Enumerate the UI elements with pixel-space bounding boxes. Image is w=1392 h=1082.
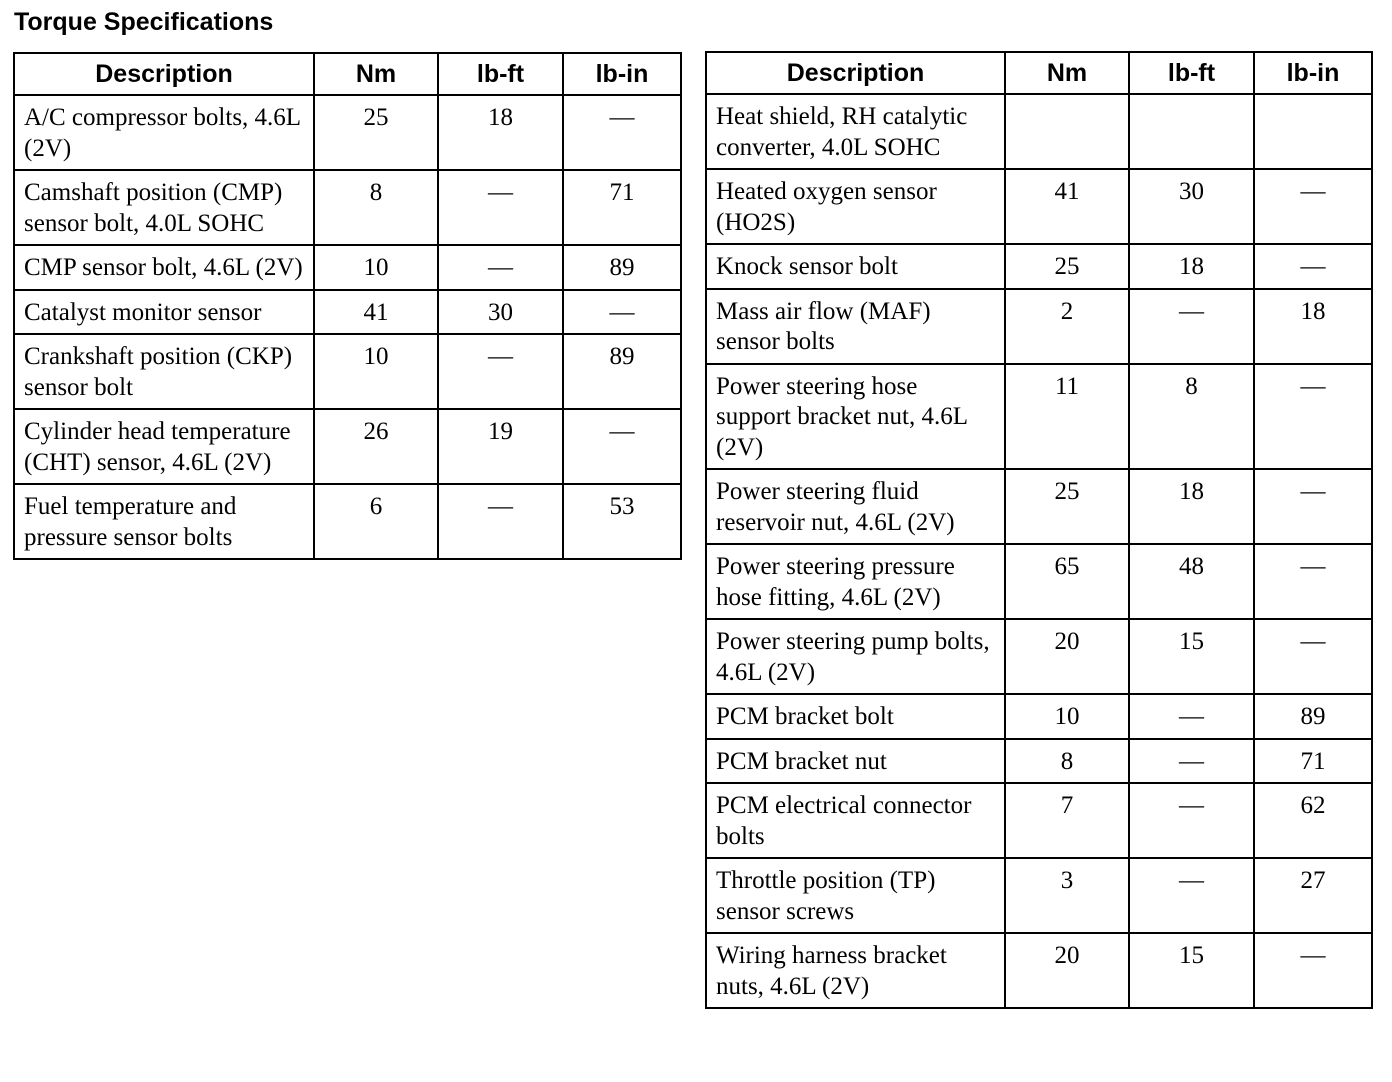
cell-lbin: — bbox=[1254, 619, 1372, 694]
cell-lbft: — bbox=[1129, 783, 1254, 858]
table-row bbox=[14, 484, 681, 559]
cell-nm: 65 bbox=[1005, 544, 1129, 619]
cell-lbft: 18 bbox=[438, 95, 563, 170]
cell-description: Catalyst monitor sensor bbox=[14, 290, 314, 335]
cell-lbin: 89 bbox=[1254, 694, 1372, 739]
cell-description: Mass air flow (MAF) sensor bolts bbox=[706, 289, 1005, 364]
cell-nm: 7 bbox=[1005, 783, 1129, 858]
cell-description: PCM bracket bolt bbox=[706, 694, 1005, 739]
cell-description: Heated oxygen sensor (HO2S) bbox=[706, 169, 1005, 244]
cell-description: Power steering hose support bracket nut, 4.6L (2V) bbox=[706, 364, 1005, 470]
column-header-nm: Nm bbox=[1005, 52, 1129, 94]
cell-nm: 6 bbox=[314, 484, 438, 559]
cell-lbft: 30 bbox=[1129, 169, 1254, 244]
cell-description: CMP sensor bolt, 4.6L (2V) bbox=[14, 245, 314, 290]
cell-lbin: — bbox=[1254, 469, 1372, 544]
table-header-row bbox=[706, 52, 1372, 94]
cell-description: PCM electrical connector bolts bbox=[706, 783, 1005, 858]
cell-lbft: — bbox=[1129, 739, 1254, 784]
cell-lbin: 18 bbox=[1254, 289, 1372, 364]
cell-nm: 8 bbox=[1005, 739, 1129, 784]
cell-description: Power steering fluid reservoir nut, 4.6L (2V) bbox=[706, 469, 1005, 544]
cell-lbft: — bbox=[1129, 289, 1254, 364]
table-row bbox=[706, 289, 1372, 364]
cell-description: Power steering pressure hose fitting, 4.6L (2V) bbox=[706, 544, 1005, 619]
torque-table-right bbox=[705, 51, 1373, 1009]
cell-description: A/C compressor bolts, 4.6L (2V) bbox=[14, 95, 314, 170]
cell-lbin: — bbox=[563, 95, 681, 170]
cell-lbin: — bbox=[1254, 364, 1372, 470]
cell-nm: 41 bbox=[314, 290, 438, 335]
cell-lbin: — bbox=[563, 290, 681, 335]
table-row bbox=[706, 169, 1372, 244]
cell-lbin: 89 bbox=[563, 245, 681, 290]
cell-description: Wiring harness bracket nuts, 4.6L (2V) bbox=[706, 933, 1005, 1008]
cell-description: Throttle position (TP) sensor screws bbox=[706, 858, 1005, 933]
cell-nm: 2 bbox=[1005, 289, 1129, 364]
column-header-lbin: lb-in bbox=[563, 53, 681, 95]
cell-lbft: 48 bbox=[1129, 544, 1254, 619]
column-header-lbft: lb-ft bbox=[438, 53, 563, 95]
cell-lbft: — bbox=[1129, 694, 1254, 739]
cell-lbft bbox=[1129, 94, 1254, 169]
column-header-description: Description bbox=[14, 53, 314, 95]
cell-nm: 20 bbox=[1005, 933, 1129, 1008]
cell-lbft: 15 bbox=[1129, 619, 1254, 694]
cell-description: Crankshaft position (CKP) sensor bolt bbox=[14, 334, 314, 409]
cell-description: Heat shield, RH catalytic converter, 4.0L SOHC bbox=[706, 94, 1005, 169]
cell-lbin: 53 bbox=[563, 484, 681, 559]
table-row bbox=[14, 95, 681, 170]
cell-lbin: 71 bbox=[563, 170, 681, 245]
cell-lbin: 89 bbox=[563, 334, 681, 409]
cell-nm: 41 bbox=[1005, 169, 1129, 244]
table-row bbox=[14, 290, 681, 335]
cell-lbin: — bbox=[1254, 544, 1372, 619]
cell-lbft: 18 bbox=[1129, 244, 1254, 289]
cell-lbin: 71 bbox=[1254, 739, 1372, 784]
cell-nm: 25 bbox=[1005, 469, 1129, 544]
column-header-lbft: lb-ft bbox=[1129, 52, 1254, 94]
cell-nm: 25 bbox=[314, 95, 438, 170]
cell-description: Fuel temperature and pressure sensor bolts bbox=[14, 484, 314, 559]
column-header-description: Description bbox=[706, 52, 1005, 94]
cell-description: Cylinder head temperature (CHT) sensor, 4.6L (2V) bbox=[14, 409, 314, 484]
table-row bbox=[706, 94, 1372, 169]
cell-lbft: 18 bbox=[1129, 469, 1254, 544]
column-header-nm: Nm bbox=[314, 53, 438, 95]
table-row bbox=[14, 334, 681, 409]
table-row bbox=[14, 245, 681, 290]
table-row bbox=[706, 858, 1372, 933]
cell-lbft: 15 bbox=[1129, 933, 1254, 1008]
cell-lbin: 27 bbox=[1254, 858, 1372, 933]
cell-nm: 10 bbox=[314, 334, 438, 409]
cell-description: Knock sensor bolt bbox=[706, 244, 1005, 289]
cell-nm: 25 bbox=[1005, 244, 1129, 289]
cell-lbft: — bbox=[438, 484, 563, 559]
cell-nm: 10 bbox=[314, 245, 438, 290]
cell-lbft: 8 bbox=[1129, 364, 1254, 470]
cell-lbft: — bbox=[438, 245, 563, 290]
table-header-row bbox=[14, 53, 681, 95]
table-row bbox=[706, 933, 1372, 1008]
table-row bbox=[706, 694, 1372, 739]
cell-lbin bbox=[1254, 94, 1372, 169]
cell-lbin: — bbox=[1254, 244, 1372, 289]
table-row bbox=[706, 739, 1372, 784]
table-row bbox=[706, 544, 1372, 619]
table-row bbox=[14, 170, 681, 245]
cell-lbin: — bbox=[1254, 169, 1372, 244]
cell-lbft: 30 bbox=[438, 290, 563, 335]
cell-nm: 10 bbox=[1005, 694, 1129, 739]
cell-lbin: — bbox=[563, 409, 681, 484]
cell-lbft: — bbox=[438, 170, 563, 245]
cell-nm: 20 bbox=[1005, 619, 1129, 694]
cell-nm bbox=[1005, 94, 1129, 169]
table-row bbox=[706, 364, 1372, 470]
table-row bbox=[706, 469, 1372, 544]
torque-table-left bbox=[13, 52, 682, 560]
table-row bbox=[706, 244, 1372, 289]
cell-lbft: 19 bbox=[438, 409, 563, 484]
cell-description: Camshaft position (CMP) sensor bolt, 4.0L SOHC bbox=[14, 170, 314, 245]
table-row bbox=[706, 619, 1372, 694]
table-row bbox=[14, 409, 681, 484]
cell-lbin: 62 bbox=[1254, 783, 1372, 858]
cell-nm: 8 bbox=[314, 170, 438, 245]
cell-nm: 11 bbox=[1005, 364, 1129, 470]
cell-nm: 26 bbox=[314, 409, 438, 484]
cell-description: PCM bracket nut bbox=[706, 739, 1005, 784]
column-header-lbin: lb-in bbox=[1254, 52, 1372, 94]
cell-lbft: — bbox=[438, 334, 563, 409]
cell-nm: 3 bbox=[1005, 858, 1129, 933]
cell-description: Power steering pump bolts, 4.6L (2V) bbox=[706, 619, 1005, 694]
page-title: Torque Specifications bbox=[14, 8, 274, 36]
cell-lbin: — bbox=[1254, 933, 1372, 1008]
table-row bbox=[706, 783, 1372, 858]
cell-lbft: — bbox=[1129, 858, 1254, 933]
